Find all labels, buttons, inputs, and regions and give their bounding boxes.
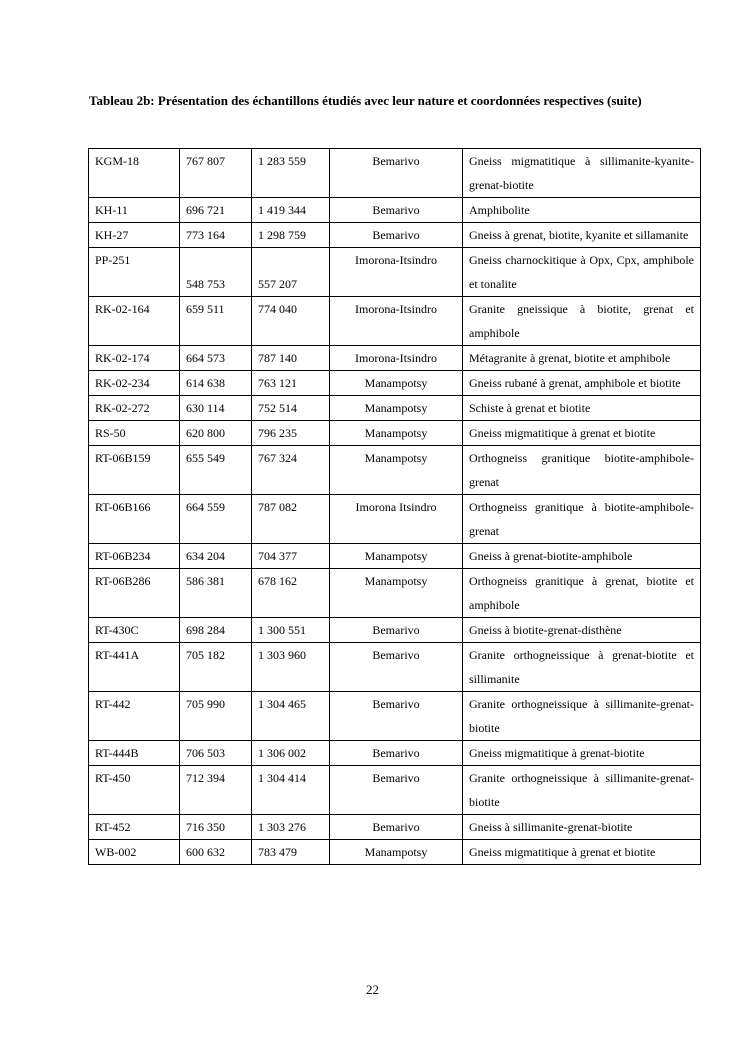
sample-id-cell: RK-02-272 — [89, 396, 180, 421]
x-coordinate-cell: 664 573 — [180, 346, 252, 371]
rock-nature-cell: Amphibolite — [463, 198, 701, 223]
x-coordinate-cell: 630 114 — [180, 396, 252, 421]
rock-nature-cell: Gneiss à grenat, biotite, kyanite et sillamanite — [463, 223, 701, 248]
domain-cell: Imorona-Itsindro — [330, 297, 463, 346]
y-coordinate-cell: 1 419 344 — [252, 198, 330, 223]
x-coordinate-cell: 614 638 — [180, 371, 252, 396]
y-coordinate-cell — [252, 248, 330, 297]
domain-cell: Manampotsy — [330, 421, 463, 446]
y-coordinate-cell: 1 306 002 — [252, 741, 330, 766]
rock-nature-cell: Gneiss migmatitique à grenat-biotite — [463, 741, 701, 766]
table-row — [89, 692, 701, 741]
table-row — [89, 643, 701, 692]
table-row — [89, 569, 701, 618]
domain-cell: Bemarivo — [330, 741, 463, 766]
sample-id-cell: RK-02-234 — [89, 371, 180, 396]
domain-cell: Imorona-Itsindro — [330, 248, 463, 297]
x-coordinate-cell — [180, 248, 252, 297]
y-coordinate-cell: 763 121 — [252, 371, 330, 396]
table-row — [89, 198, 701, 223]
table-caption: Tableau 2b: Présentation des échantillons étudiés avec leur nature et coordonnées respectives (suite) — [89, 93, 642, 108]
y-coordinate-cell: 704 377 — [252, 544, 330, 569]
domain-cell: Manampotsy — [330, 371, 463, 396]
sample-id-cell: RT-06B166 — [89, 495, 180, 544]
rock-nature-cell: Gneiss à biotite-grenat-disthène — [463, 618, 701, 643]
domain-cell: Manampotsy — [330, 840, 463, 865]
x-coordinate-cell: 716 350 — [180, 815, 252, 840]
table-row — [89, 840, 701, 865]
domain-cell: Bemarivo — [330, 618, 463, 643]
domain-cell: Bemarivo — [330, 643, 463, 692]
y-coordinate-cell: 1 303 960 — [252, 643, 330, 692]
x-coordinate-cell: 705 990 — [180, 692, 252, 741]
y-coordinate-cell: 678 162 — [252, 569, 330, 618]
rock-nature-cell: Granite gneissique à biotite, grenat et amphibole — [463, 297, 701, 346]
table-row — [89, 149, 701, 198]
table-row — [89, 741, 701, 766]
domain-cell: Manampotsy — [330, 569, 463, 618]
sample-id-cell: RT-450 — [89, 766, 180, 815]
rock-nature-cell: Granite orthogneissique à sillimanite-grenat-biotite — [463, 692, 701, 741]
sample-id-cell: RT-06B286 — [89, 569, 180, 618]
rock-nature-cell: Gneiss migmatitique à grenat et biotite — [463, 840, 701, 865]
x-coordinate-cell: 712 394 — [180, 766, 252, 815]
rock-nature-cell: Orthogneiss granitique à biotite-amphibole-grenat — [463, 495, 701, 544]
rock-nature-cell: Gneiss à grenat-biotite-amphibole — [463, 544, 701, 569]
sample-id-cell: RK-02-164 — [89, 297, 180, 346]
x-coordinate-cell: 655 549 — [180, 446, 252, 495]
y-coordinate-cell-value: 557 207 — [258, 277, 297, 291]
y-coordinate-cell: 774 040 — [252, 297, 330, 346]
rock-nature-cell: Granite orthogneissique à sillimanite-grenat-biotite — [463, 766, 701, 815]
y-coordinate-cell: 1 304 465 — [252, 692, 330, 741]
y-coordinate-cell: 1 298 759 — [252, 223, 330, 248]
domain-cell: Bemarivo — [330, 766, 463, 815]
domain-cell: Manampotsy — [330, 446, 463, 495]
x-coordinate-cell: 586 381 — [180, 569, 252, 618]
table-row — [89, 618, 701, 643]
domain-cell: Manampotsy — [330, 396, 463, 421]
x-coordinate-cell: 767 807 — [180, 149, 252, 198]
sample-id-cell: KH-27 — [89, 223, 180, 248]
y-coordinate-cell: 783 479 — [252, 840, 330, 865]
rock-nature-cell: Gneiss rubané à grenat, amphibole et biotite — [463, 371, 701, 396]
y-coordinate-cell: 752 514 — [252, 396, 330, 421]
domain-cell: Manampotsy — [330, 544, 463, 569]
x-coordinate-cell: 706 503 — [180, 741, 252, 766]
y-coordinate-cell: 787 082 — [252, 495, 330, 544]
x-coordinate-cell: 620 800 — [180, 421, 252, 446]
x-coordinate-cell: 773 164 — [180, 223, 252, 248]
sample-id-cell: RT-441A — [89, 643, 180, 692]
rock-nature-cell: Orthogneiss granitique à grenat, biotite et amphibole — [463, 569, 701, 618]
sample-id-cell: WB-002 — [89, 840, 180, 865]
rock-nature-cell: Orthogneiss granitique biotite-amphibole-grenat — [463, 446, 701, 495]
domain-cell: Bemarivo — [330, 223, 463, 248]
rock-nature-cell: Schiste à grenat et biotite — [463, 396, 701, 421]
sample-id-cell: RT-444B — [89, 741, 180, 766]
rock-nature-cell: Granite orthogneissique à grenat-biotite et sillimanite — [463, 643, 701, 692]
rock-nature-cell: Gneiss migmatitique à sillimanite-kyanite-grenat-biotite — [463, 149, 701, 198]
table-row — [89, 446, 701, 495]
domain-cell: Bemarivo — [330, 149, 463, 198]
y-coordinate-cell: 796 235 — [252, 421, 330, 446]
table-row — [89, 766, 701, 815]
page-number: 22 — [366, 982, 379, 997]
samples-table — [88, 148, 701, 865]
sample-id-cell: KGM-18 — [89, 149, 180, 198]
table-row — [89, 248, 701, 297]
domain-cell: Imorona Itsindro — [330, 495, 463, 544]
sample-id-cell: RT-06B159 — [89, 446, 180, 495]
sample-id-cell: RT-442 — [89, 692, 180, 741]
sample-id-cell: PP-251 — [89, 248, 180, 297]
rock-nature-cell: Métagranite à grenat, biotite et amphibole — [463, 346, 701, 371]
domain-cell: Imorona-Itsindro — [330, 346, 463, 371]
x-coordinate-cell: 664 559 — [180, 495, 252, 544]
rock-nature-cell: Gneiss à sillimanite-grenat-biotite — [463, 815, 701, 840]
table-row — [89, 346, 701, 371]
samples-table-body — [89, 149, 701, 865]
rock-nature-cell: Gneiss migmatitique à grenat et biotite — [463, 421, 701, 446]
table-row — [89, 544, 701, 569]
domain-cell: Bemarivo — [330, 198, 463, 223]
y-coordinate-cell: 787 140 — [252, 346, 330, 371]
y-coordinate-cell: 1 283 559 — [252, 149, 330, 198]
table-row — [89, 223, 701, 248]
x-coordinate-cell: 696 721 — [180, 198, 252, 223]
y-coordinate-cell: 1 304 414 — [252, 766, 330, 815]
x-coordinate-cell: 600 632 — [180, 840, 252, 865]
table-row — [89, 495, 701, 544]
x-coordinate-cell: 698 284 — [180, 618, 252, 643]
x-coordinate-cell: 659 511 — [180, 297, 252, 346]
table-row — [89, 371, 701, 396]
domain-cell: Bemarivo — [330, 692, 463, 741]
y-coordinate-cell: 767 324 — [252, 446, 330, 495]
table-row — [89, 396, 701, 421]
table-row — [89, 815, 701, 840]
sample-id-cell: RT-430C — [89, 618, 180, 643]
table-row — [89, 421, 701, 446]
table-row — [89, 297, 701, 346]
domain-cell: Bemarivo — [330, 815, 463, 840]
sample-id-cell: RT-452 — [89, 815, 180, 840]
rock-nature-cell: Gneiss charnockitique à Opx, Cpx, amphibole et tonalite — [463, 248, 701, 297]
sample-id-cell: RT-06B234 — [89, 544, 180, 569]
sample-id-cell: RK-02-174 — [89, 346, 180, 371]
y-coordinate-cell: 1 303 276 — [252, 815, 330, 840]
sample-id-cell: KH-11 — [89, 198, 180, 223]
y-coordinate-cell: 1 300 551 — [252, 618, 330, 643]
x-coordinate-cell-value: 548 753 — [186, 277, 225, 291]
x-coordinate-cell: 705 182 — [180, 643, 252, 692]
x-coordinate-cell: 634 204 — [180, 544, 252, 569]
sample-id-cell: RS-50 — [89, 421, 180, 446]
